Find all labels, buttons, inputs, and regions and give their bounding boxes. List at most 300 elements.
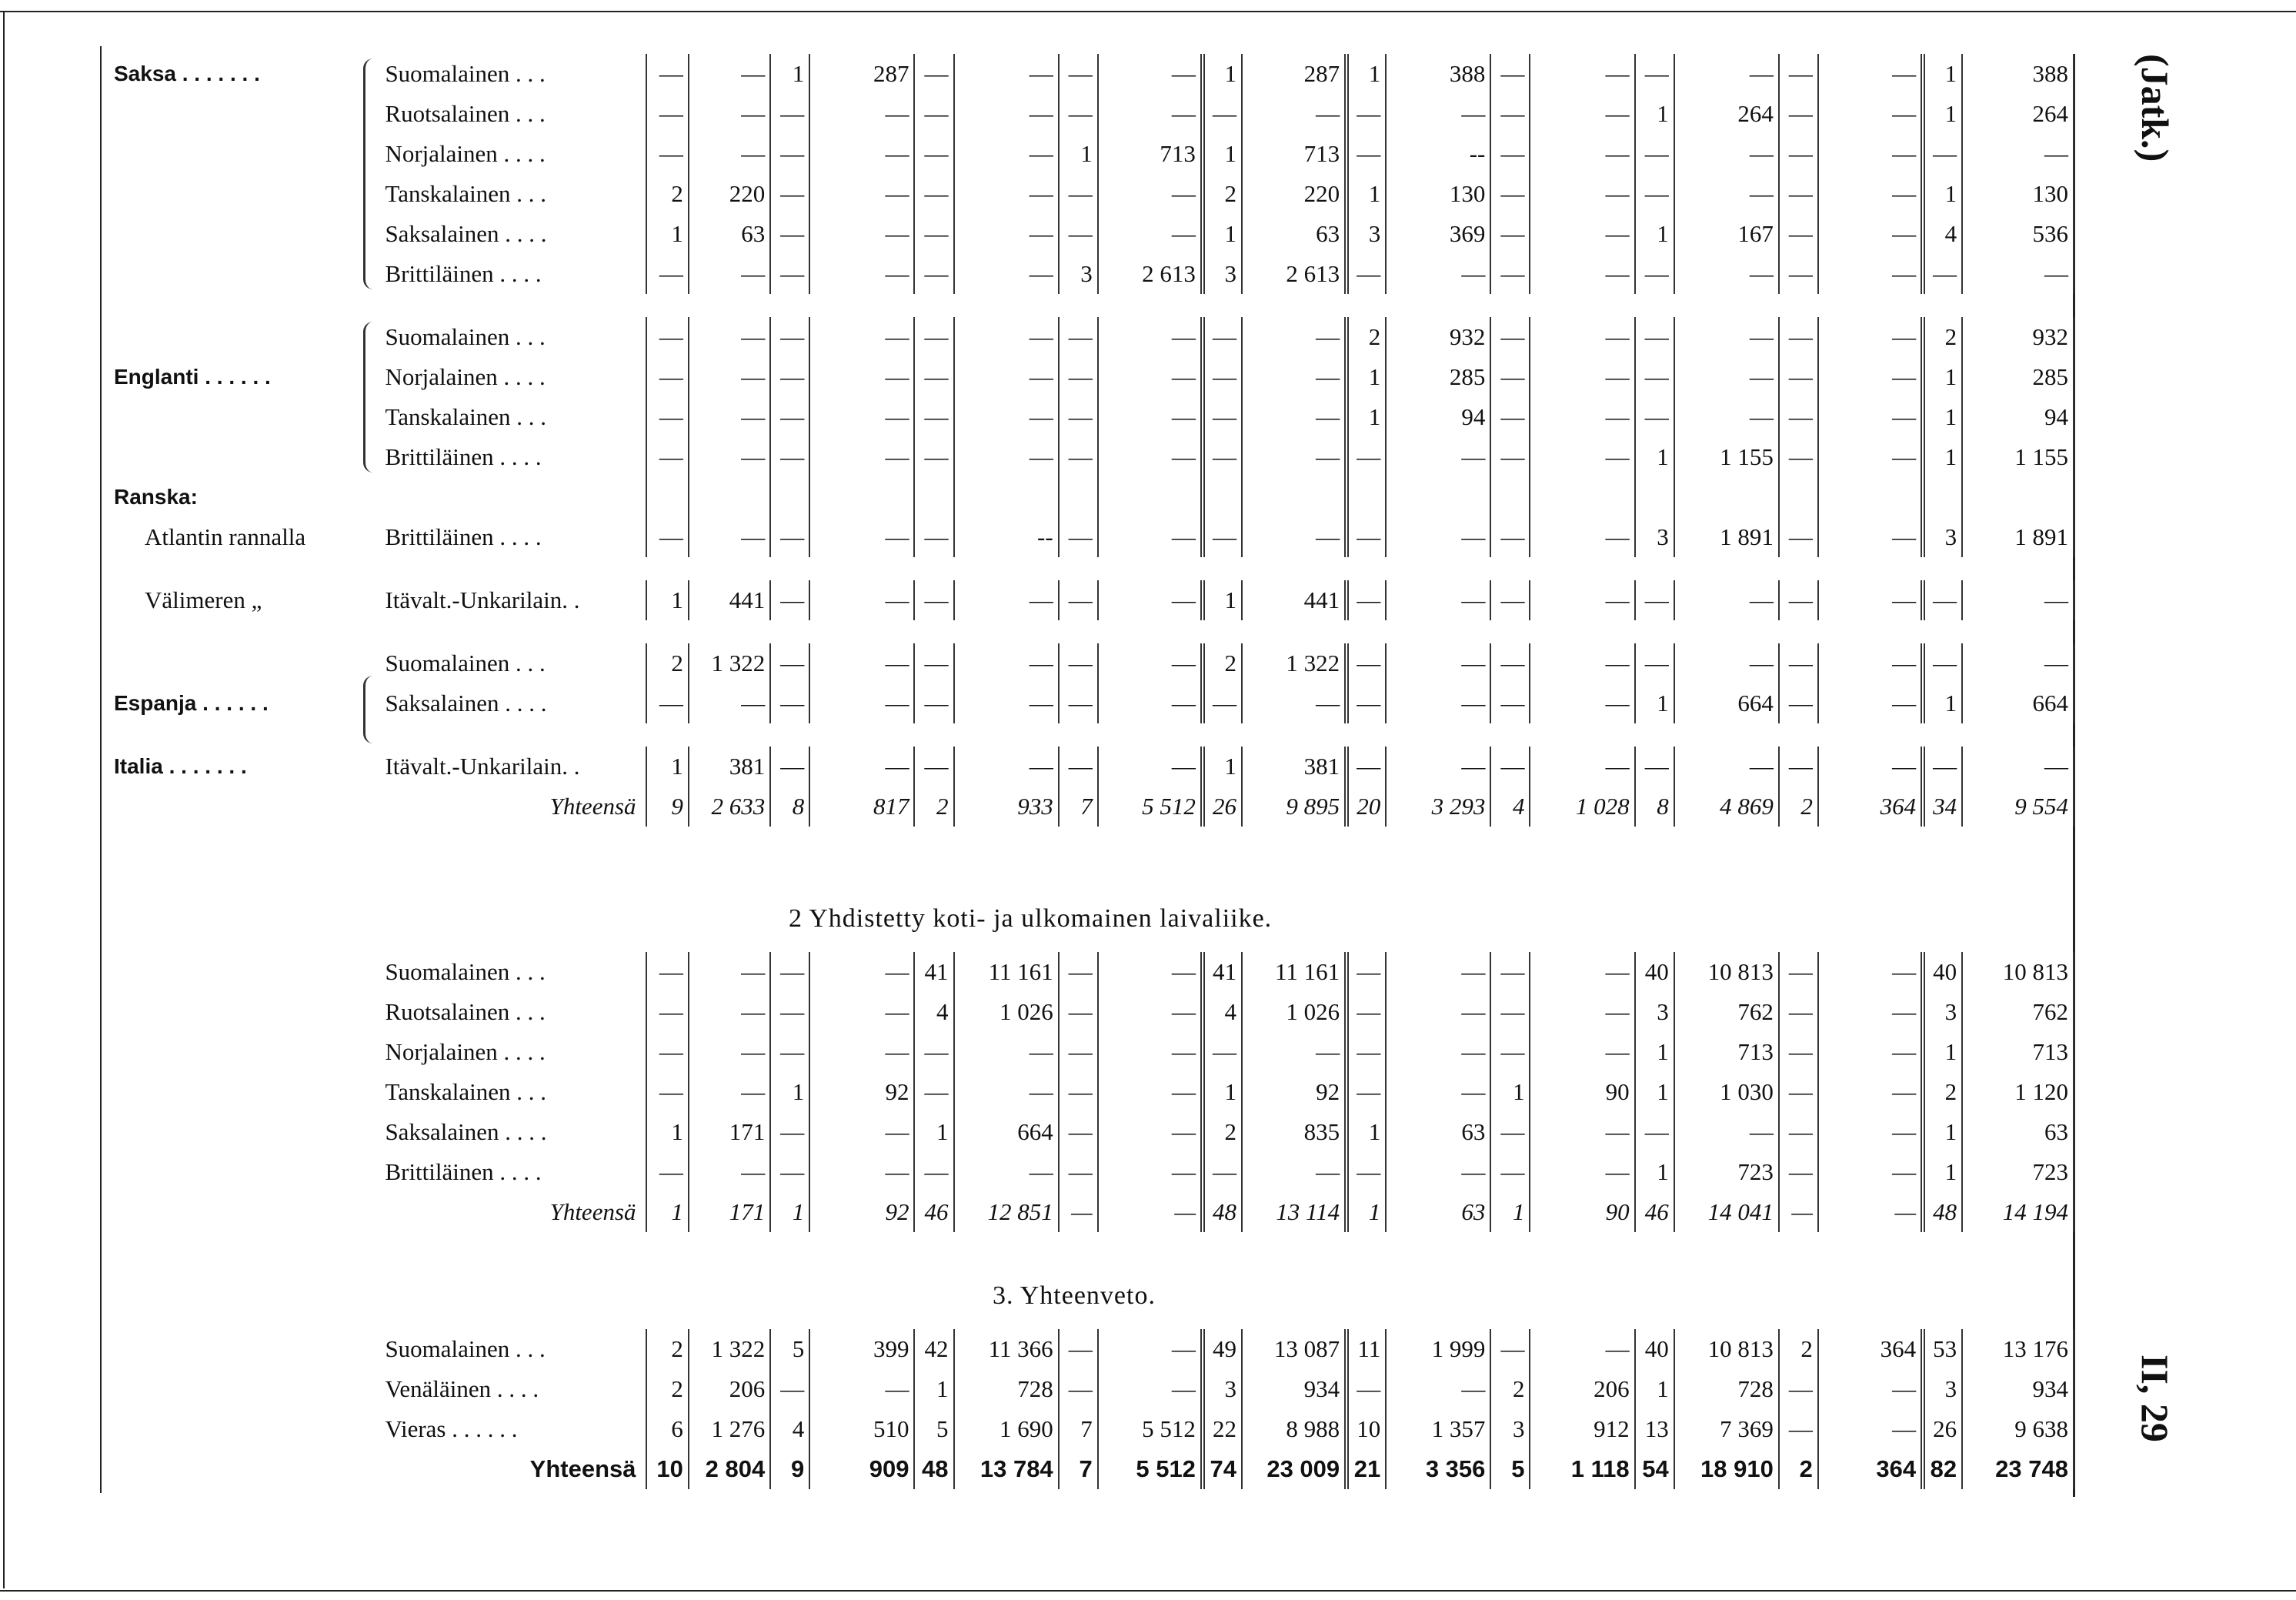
- tonnage-cell: —: [1098, 517, 1203, 557]
- tonnage-cell: 5 512: [1098, 1409, 1203, 1449]
- ship-count-cell: 53: [1923, 1329, 1962, 1369]
- tonnage-cell: —: [1386, 1152, 1490, 1192]
- nationality-label: Brittiläinen . . . .: [375, 254, 646, 294]
- tonnage-cell: 13 784: [954, 1449, 1059, 1489]
- tonnage-cell: 220: [1242, 174, 1347, 214]
- tonnage-cell: —: [1530, 517, 1634, 557]
- ship-count-cell: —: [1779, 747, 1818, 787]
- tonnage-cell: —: [954, 437, 1059, 477]
- tonnage-cell: [1530, 477, 1634, 517]
- tonnage-cell: [1098, 477, 1203, 517]
- tonnage-cell: —: [1098, 580, 1203, 620]
- top-rule: [0, 11, 2296, 12]
- ship-count-cell: —: [1779, 54, 1818, 94]
- tonnage-cell: 10 813: [1674, 1329, 1779, 1369]
- ship-count-cell: 1: [1203, 134, 1242, 174]
- tonnage-cell: —: [1674, 134, 1779, 174]
- ship-count-cell: 7: [1059, 787, 1098, 827]
- ship-count-cell: —: [1203, 397, 1242, 437]
- tonnage-cell: —: [1098, 214, 1203, 254]
- tonnage-cell: —: [1098, 357, 1203, 397]
- ship-count-cell: —: [1490, 517, 1530, 557]
- ship-count-cell: —: [1203, 683, 1242, 723]
- tonnage-cell: 1 891: [1962, 517, 2074, 557]
- tonnage-cell: 1 276: [689, 1409, 770, 1449]
- ship-count-cell: 1: [1923, 397, 1962, 437]
- nationality-label: Tanskalainen . . .: [375, 397, 646, 437]
- table-row: [114, 517, 2074, 557]
- ship-count-cell: 20: [1347, 787, 1386, 827]
- ship-count-cell: —: [1490, 1032, 1530, 1072]
- ship-count-cell: 2: [1923, 317, 1962, 357]
- tonnage-cell: —: [809, 683, 914, 723]
- country-label: [114, 992, 375, 1032]
- tonnage-cell: —: [689, 357, 770, 397]
- brace-englanti: [363, 322, 373, 473]
- ship-count-cell: 10: [1347, 1409, 1386, 1449]
- ship-count-cell: 1: [1635, 1369, 1674, 1409]
- tonnage-cell: —: [954, 1032, 1059, 1072]
- ship-count-cell: 1: [1635, 1152, 1674, 1192]
- tonnage-cell: 369: [1386, 214, 1490, 254]
- ports-table: [114, 54, 2074, 827]
- ship-count-cell: 41: [914, 952, 953, 992]
- ship-count-cell: 4: [770, 1409, 809, 1449]
- tonnage-cell: 13 087: [1242, 1329, 1347, 1369]
- tonnage-cell: —: [1674, 580, 1779, 620]
- ship-count-cell: —: [1779, 1152, 1818, 1192]
- tonnage-cell: --: [1386, 134, 1490, 174]
- table-row: [114, 94, 2074, 134]
- ship-count-cell: 34: [1923, 787, 1962, 827]
- ship-count-cell: 21: [1347, 1449, 1386, 1489]
- ship-count-cell: 3: [1347, 214, 1386, 254]
- ship-count-cell: —: [1347, 1032, 1386, 1072]
- spacer-cell: [114, 620, 2074, 643]
- country-label: [114, 787, 375, 827]
- tonnage-cell: —: [954, 397, 1059, 437]
- tonnage-cell: 912: [1530, 1409, 1634, 1449]
- tonnage-cell: —: [689, 254, 770, 294]
- country-label: [114, 174, 375, 214]
- nationality-label: Yhteensä: [375, 1449, 646, 1489]
- tonnage-cell: —: [809, 1152, 914, 1192]
- tonnage-cell: —: [1530, 134, 1634, 174]
- ship-count-cell: —: [646, 517, 689, 557]
- tonnage-cell: —: [1386, 437, 1490, 477]
- ship-count-cell: 82: [1923, 1449, 1962, 1489]
- tonnage-cell: —: [1242, 94, 1347, 134]
- country-label: Italia . . . . . . .: [114, 754, 247, 778]
- ship-count-cell: —: [1203, 517, 1242, 557]
- nationality-label: Suomalainen . . .: [375, 643, 646, 683]
- ship-count-cell: 2: [1490, 1369, 1530, 1409]
- table-row: [114, 1072, 2074, 1112]
- ship-count-cell: —: [1779, 317, 1818, 357]
- ship-count-cell: —: [1059, 952, 1098, 992]
- tonnage-cell: —: [954, 1072, 1059, 1112]
- tonnage-cell: 9 554: [1962, 787, 2074, 827]
- country-label: [114, 134, 375, 174]
- ship-count-cell: 1: [1203, 747, 1242, 787]
- ship-count-cell: —: [1779, 580, 1818, 620]
- ship-count-cell: 1: [1347, 174, 1386, 214]
- ship-count-cell: —: [1059, 174, 1098, 214]
- tonnage-cell: —: [1098, 1072, 1203, 1112]
- tonnage-cell: —: [1098, 317, 1203, 357]
- tonnage-cell: —: [809, 437, 914, 477]
- ship-count-cell: 8: [770, 787, 809, 827]
- ship-count-cell: —: [646, 1152, 689, 1192]
- tonnage-cell: 63: [1386, 1192, 1490, 1232]
- table-row: [114, 134, 2074, 174]
- tonnage-cell: —: [809, 317, 914, 357]
- tonnage-cell: 9 638: [1962, 1409, 2074, 1449]
- ship-count-cell: —: [770, 1152, 809, 1192]
- ship-count-cell: 1: [1923, 437, 1962, 477]
- tonnage-cell: --: [954, 517, 1059, 557]
- ship-count-cell: 48: [1203, 1192, 1242, 1232]
- country-label: [114, 1072, 375, 1112]
- ship-count-cell: 3: [1635, 992, 1674, 1032]
- ship-count-cell: —: [646, 1072, 689, 1112]
- ship-count-cell: 26: [1203, 787, 1242, 827]
- ship-count-cell: 1: [1059, 134, 1098, 174]
- ship-count-cell: —: [1059, 1032, 1098, 1072]
- ship-count-cell: —: [914, 357, 953, 397]
- ship-count-cell: —: [770, 517, 809, 557]
- tonnage-cell: —: [1818, 643, 1923, 683]
- ship-count-cell: —: [770, 1032, 809, 1072]
- table-row: [114, 254, 2074, 294]
- ship-count-cell: —: [1490, 174, 1530, 214]
- ship-count-cell: 1: [646, 1192, 689, 1232]
- ship-count-cell: 1: [1347, 1112, 1386, 1152]
- ship-count-cell: —: [1490, 1112, 1530, 1152]
- tonnage-cell: —: [809, 643, 914, 683]
- ship-count-cell: —: [1490, 134, 1530, 174]
- table-row: [114, 580, 2074, 620]
- ship-count-cell: 2: [1779, 1329, 1818, 1369]
- tonnage-cell: —: [689, 683, 770, 723]
- ship-count-cell: 1: [1347, 357, 1386, 397]
- ship-count-cell: 1: [914, 1369, 953, 1409]
- tonnage-cell: 536: [1962, 214, 2074, 254]
- ship-count-cell: 1: [1490, 1072, 1530, 1112]
- tonnage-cell: 92: [1242, 1072, 1347, 1112]
- ship-count-cell: —: [770, 134, 809, 174]
- tonnage-cell: —: [1386, 683, 1490, 723]
- ship-count-cell: 1: [1923, 1152, 1962, 1192]
- tonnage-cell: —: [954, 317, 1059, 357]
- table-row: [114, 1152, 2074, 1192]
- ship-count-cell: 11: [1347, 1329, 1386, 1369]
- tonnage-cell: [1242, 477, 1347, 517]
- ship-count-cell: —: [1490, 683, 1530, 723]
- ship-count-cell: 1: [1490, 1192, 1530, 1232]
- ship-count-cell: —: [770, 1112, 809, 1152]
- tonnage-cell: —: [1098, 747, 1203, 787]
- tonnage-cell: —: [809, 992, 914, 1032]
- ship-count-cell: 1: [1923, 357, 1962, 397]
- ship-count-cell: —: [770, 317, 809, 357]
- tonnage-cell: —: [1098, 683, 1203, 723]
- ship-count-cell: —: [1779, 94, 1818, 134]
- tonnage-cell: —: [689, 952, 770, 992]
- tonnage-cell: 1 155: [1674, 437, 1779, 477]
- ship-count-cell: —: [1779, 1409, 1818, 1449]
- tonnage-cell: [809, 477, 914, 517]
- ship-count-cell: —: [1059, 397, 1098, 437]
- tonnage-cell: —: [1242, 683, 1347, 723]
- tonnage-cell: —: [1674, 317, 1779, 357]
- tonnage-cell: —: [1098, 1152, 1203, 1192]
- ship-count-cell: 8: [1635, 787, 1674, 827]
- ship-count-cell: 5: [1490, 1449, 1530, 1489]
- ship-count-cell: 1: [1923, 1032, 1962, 1072]
- table-row: [114, 683, 2074, 723]
- ship-count-cell: —: [1779, 1032, 1818, 1072]
- country-label: [114, 1409, 375, 1449]
- ship-count-cell: 9: [646, 787, 689, 827]
- tonnage-cell: —: [809, 1032, 914, 1072]
- nationality-label: Brittiläinen . . . .: [375, 517, 646, 557]
- ship-count-cell: —: [646, 952, 689, 992]
- tonnage-cell: 713: [1098, 134, 1203, 174]
- ship-count-cell: 1: [646, 1112, 689, 1152]
- ship-count-cell: —: [1347, 580, 1386, 620]
- ship-count-cell: —: [1923, 134, 1962, 174]
- country-label: Saksa . . . . . . .: [114, 62, 260, 85]
- ship-count-cell: —: [1347, 992, 1386, 1032]
- nationality-label: Norjalainen . . . .: [375, 1032, 646, 1072]
- table-row: [114, 437, 2074, 477]
- tonnage-cell: —: [1530, 94, 1634, 134]
- ship-count-cell: —: [770, 643, 809, 683]
- ship-count-cell: 1: [1923, 94, 1962, 134]
- tonnage-cell: —: [1818, 952, 1923, 992]
- ship-count-cell: —: [1059, 992, 1098, 1032]
- ship-count-cell: 4: [1923, 214, 1962, 254]
- tonnage-cell: —: [1818, 1032, 1923, 1072]
- ship-count-cell: 1: [646, 747, 689, 787]
- ship-count-cell: —: [646, 94, 689, 134]
- tonnage-cell: —: [809, 174, 914, 214]
- ship-count-cell: —: [1923, 580, 1962, 620]
- tonnage-cell: —: [1674, 54, 1779, 94]
- tonnage-cell: 1 891: [1674, 517, 1779, 557]
- tonnage-cell: —: [1386, 643, 1490, 683]
- tonnage-cell: 713: [1674, 1032, 1779, 1072]
- tonnage-cell: 23 009: [1242, 1449, 1347, 1489]
- tonnage-cell: 9 895: [1242, 787, 1347, 827]
- ship-count-cell: —: [1779, 134, 1818, 174]
- tonnage-cell: [954, 477, 1059, 517]
- ship-count-cell: —: [1490, 54, 1530, 94]
- tonnage-cell: 285: [1386, 357, 1490, 397]
- tonnage-cell: 1 118: [1530, 1449, 1634, 1489]
- tonnage-cell: —: [1818, 1152, 1923, 1192]
- ship-count-cell: —: [1490, 254, 1530, 294]
- tonnage-cell: —: [689, 397, 770, 437]
- ship-count-cell: —: [1490, 952, 1530, 992]
- tonnage-cell: —: [1818, 134, 1923, 174]
- spacer-row: [114, 620, 2074, 643]
- tonnage-cell: 713: [1242, 134, 1347, 174]
- tonnage-cell: 1 999: [1386, 1329, 1490, 1369]
- ship-count-cell: —: [914, 397, 953, 437]
- tonnage-cell: 206: [1530, 1369, 1634, 1409]
- tonnage-cell: —: [1818, 1409, 1923, 1449]
- tonnage-cell: 287: [809, 54, 914, 94]
- tonnage-cell: —: [809, 517, 914, 557]
- tonnage-cell: [689, 477, 770, 517]
- country-label: [114, 1112, 375, 1152]
- tonnage-cell: —: [1818, 1072, 1923, 1112]
- ship-count-cell: 2: [1203, 174, 1242, 214]
- ship-count-cell: 1: [1635, 94, 1674, 134]
- ship-count-cell: 41: [1203, 952, 1242, 992]
- tonnage-cell: 728: [954, 1369, 1059, 1409]
- ship-count-cell: —: [914, 1032, 953, 1072]
- ship-count-cell: —: [1203, 357, 1242, 397]
- brace-saksa: [363, 58, 373, 289]
- tonnage-cell: 932: [1962, 317, 2074, 357]
- summary-table: [114, 1329, 2074, 1489]
- ship-count-cell: 40: [1635, 1329, 1674, 1369]
- country-label: [114, 1449, 375, 1489]
- ship-count-cell: —: [1059, 94, 1098, 134]
- tonnage-cell: 5 512: [1098, 1449, 1203, 1489]
- tonnage-cell: —: [1098, 952, 1203, 992]
- ship-count-cell: 1: [1203, 54, 1242, 94]
- tonnage-cell: —: [1386, 952, 1490, 992]
- ship-count-cell: —: [1635, 54, 1674, 94]
- tonnage-cell: —: [1530, 1112, 1634, 1152]
- ship-count-cell: —: [914, 1072, 953, 1112]
- nationality-label: Saksalainen . . . .: [375, 1112, 646, 1152]
- side-label-page-number: II, 29: [2134, 1354, 2177, 1442]
- nationality-label: Tanskalainen . . .: [375, 174, 646, 214]
- ship-count-cell: —: [1059, 214, 1098, 254]
- tonnage-cell: —: [689, 437, 770, 477]
- tonnage-cell: 388: [1386, 54, 1490, 94]
- tonnage-cell: 63: [1242, 214, 1347, 254]
- ship-count-cell: —: [914, 94, 953, 134]
- ship-count-cell: [770, 477, 809, 517]
- tonnage-cell: —: [954, 683, 1059, 723]
- tonnage-cell: —: [1818, 580, 1923, 620]
- tonnage-cell: —: [689, 94, 770, 134]
- tonnage-cell: —: [809, 254, 914, 294]
- tonnage-cell: 5 512: [1098, 787, 1203, 827]
- ship-count-cell: —: [914, 214, 953, 254]
- tonnage-cell: 264: [1674, 94, 1779, 134]
- ship-count-cell: —: [1059, 1192, 1098, 1232]
- ship-count-cell: —: [1779, 254, 1818, 294]
- tonnage-cell: —: [689, 1072, 770, 1112]
- tonnage-cell: —: [1530, 174, 1634, 214]
- ship-count-cell: —: [1490, 1329, 1530, 1369]
- ship-count-cell: 10: [646, 1449, 689, 1489]
- ship-count-cell: —: [646, 437, 689, 477]
- ship-count-cell: 3: [1923, 992, 1962, 1032]
- tonnage-cell: 1 357: [1386, 1409, 1490, 1449]
- country-label: [114, 1152, 375, 1192]
- table-row: [114, 1409, 2074, 1449]
- ship-count-cell: 4: [1490, 787, 1530, 827]
- tonnage-cell: 934: [1242, 1369, 1347, 1409]
- tonnage-cell: 1 030: [1674, 1072, 1779, 1112]
- nationality-label: Venäläinen . . . .: [375, 1369, 646, 1409]
- tonnage-cell: —: [1530, 580, 1634, 620]
- ship-count-cell: 2: [646, 643, 689, 683]
- nationality-label: Suomalainen . . .: [375, 1329, 646, 1369]
- ship-count-cell: —: [1203, 1152, 1242, 1192]
- ship-count-cell: —: [1779, 214, 1818, 254]
- ship-count-cell: 26: [1923, 1409, 1962, 1449]
- ship-count-cell: 1: [1347, 1192, 1386, 1232]
- tonnage-cell: —: [954, 134, 1059, 174]
- ship-count-cell: 46: [914, 1192, 953, 1232]
- tonnage-cell: 94: [1962, 397, 2074, 437]
- ship-count-cell: —: [1347, 517, 1386, 557]
- tonnage-cell: —: [1530, 747, 1634, 787]
- tonnage-cell: [1674, 477, 1779, 517]
- ship-count-cell: —: [1779, 174, 1818, 214]
- tonnage-cell: 206: [689, 1369, 770, 1409]
- ship-count-cell: —: [1635, 643, 1674, 683]
- tonnage-cell: —: [1386, 747, 1490, 787]
- brace-espanja: [363, 676, 373, 743]
- tonnage-cell: 933: [954, 787, 1059, 827]
- tonnage-cell: 762: [1962, 992, 2074, 1032]
- ship-count-cell: 13: [1635, 1409, 1674, 1449]
- tonnage-cell: —: [954, 174, 1059, 214]
- ship-count-cell: —: [1779, 1072, 1818, 1112]
- tonnage-cell: —: [1098, 94, 1203, 134]
- tonnage-cell: 399: [809, 1329, 914, 1369]
- ship-count-cell: —: [1779, 437, 1818, 477]
- ship-count-cell: 3: [1203, 254, 1242, 294]
- tonnage-cell: —: [809, 580, 914, 620]
- tonnage-cell: —: [1386, 1072, 1490, 1112]
- ship-count-cell: 1: [914, 1112, 953, 1152]
- ship-count-cell: [1059, 477, 1098, 517]
- tonnage-cell: 364: [1818, 787, 1923, 827]
- ship-count-cell: —: [646, 254, 689, 294]
- tonnage-cell: 12 851: [954, 1192, 1059, 1232]
- ship-count-cell: —: [646, 992, 689, 1032]
- tonnage-cell: —: [954, 580, 1059, 620]
- ship-count-cell: —: [914, 317, 953, 357]
- ship-count-cell: —: [1059, 317, 1098, 357]
- tonnage-cell: 932: [1386, 317, 1490, 357]
- ship-count-cell: —: [770, 214, 809, 254]
- ship-count-cell: —: [1347, 1152, 1386, 1192]
- ship-count-cell: —: [1490, 357, 1530, 397]
- tonnage-cell: —: [1674, 397, 1779, 437]
- tonnage-cell: 909: [809, 1449, 914, 1489]
- ship-count-cell: —: [1779, 397, 1818, 437]
- table-row: [114, 1329, 2074, 1369]
- table-row: [114, 1369, 2074, 1409]
- tonnage-cell: —: [954, 1152, 1059, 1192]
- tonnage-cell: —: [809, 747, 914, 787]
- ship-count-cell: —: [1923, 643, 1962, 683]
- ship-count-cell: —: [1490, 992, 1530, 1032]
- ship-count-cell: —: [1203, 317, 1242, 357]
